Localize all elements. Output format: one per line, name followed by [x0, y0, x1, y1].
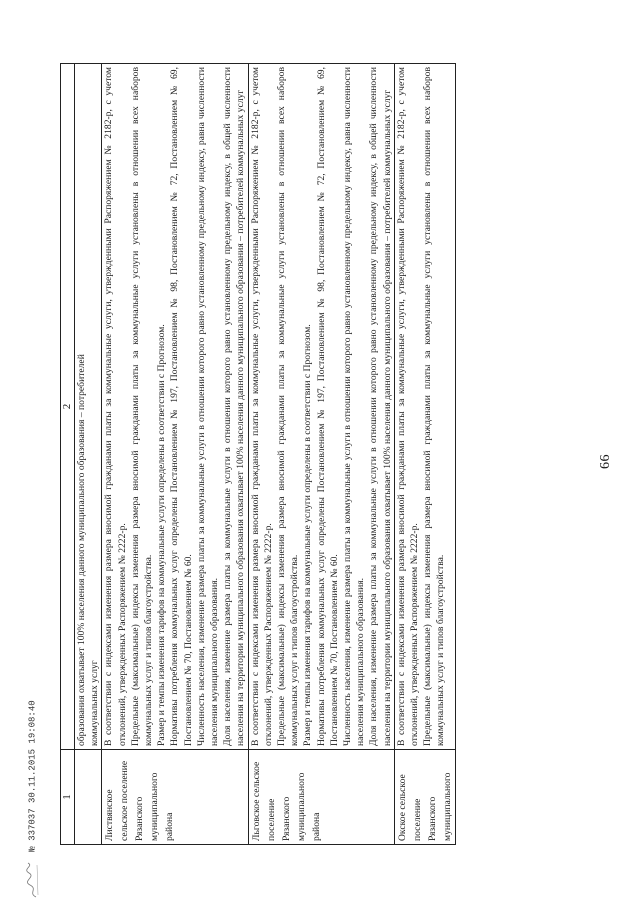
row-name-cell: Окское сельское поселение Рязанского муниципального: [394, 750, 455, 845]
table-header-row: [61, 64, 75, 845]
row-name-cell: Льговское сельское поселение Рязанского муниципального района: [248, 750, 394, 845]
paragraph: В соответствии с индексами изменения размера вносимой гражданами платы за коммунальные услуги, утвержденными Распоряжением № 2182-р, с учетом отклонений, утвержденных Распоряжением № 2222-р.: [395, 67, 421, 746]
paragraph: Размер и темпы изменения тарифов на коммунальные услуги определены в соответствии с Прогнозом.: [156, 324, 168, 746]
paragraph: Нормативы потребления коммунальных услуг определены Постановлением № 197, Постановлением № 98, Постановлением № 72, Постановлением № 69, Постановлением № 70, Постановлением № 60.: [169, 67, 194, 746]
document-table: [60, 63, 456, 845]
table-row: [102, 64, 248, 845]
paragraph: Доля населения, изменение размера платы за коммунальные услуги в отношении которого равно установленному предельному индексу, в общей численности населения на территории муниципального образования охватывает 100% населения данного муниципального образования – потребителей коммунальных услуг: [368, 67, 393, 746]
table-row: [394, 64, 455, 845]
paragraph: Предельные (максимальные) индексы изменения размера вносимой гражданами платы за коммунальные услуги установлены в отношении всех наборов коммунальных услуг и типов благоустройства.: [129, 67, 155, 746]
table-row: [75, 64, 102, 845]
paragraph: Численность населения, изменение размера платы за коммунальные услуги в отношении которого равно установленному предельному индексу, равна численности населения муниципального образования.: [342, 67, 367, 746]
row-text-cell: [248, 64, 394, 750]
header-col-2: 2: [61, 64, 75, 750]
paragraph: В соответствии с индексами изменения размера вносимой гражданами платы за коммунальные услуги, утвержденными Распоряжением № 2182-р, с учетом отклонений, утвержденных Распоряжением № 2222-р.: [249, 67, 274, 746]
paragraph: Размер и темпы изменения тарифов на коммунальные услуги определены в соответствии с Прогнозом.: [302, 324, 314, 746]
paragraph: образования охватывает 100% населения данного муниципального образования – потребителей: [76, 354, 87, 746]
paragraph: Предельные (максимальные) индексы изменения размера вносимой гражданами платы за коммунальные услуги установлены в отношении всех наборов коммунальных услуг и типов благоустройства.: [422, 67, 447, 746]
paragraph: Предельные (максимальные) индексы изменения размера вносимой гражданами платы за коммунальные услуги установлены в отношении всех наборов коммунальных услуг и типов благоустройства.: [276, 67, 301, 746]
paragraph: коммунальных услуг: [89, 660, 101, 746]
row-text-cell: [102, 64, 248, 750]
paragraph: Доля населения, изменение размера платы за коммунальные услуги в отношении которого равно установленному предельному индексу, в общей численности населения на территории муниципального образования охватывает 100% населения данного муниципального образования – потребителей коммунальных услуг: [222, 67, 247, 746]
row-name-cell: [75, 750, 102, 845]
signature-mark-icon: [24, 861, 40, 899]
row-text-cell: [394, 64, 455, 750]
paragraph: В соответствии с индексами изменения размера вносимой гражданами платы за коммунальные услуги, утвержденными Распоряжением № 2182-р, с учетом отклонений, утвержденных Распоряжением № 2222-р.: [103, 67, 128, 746]
registration-stamp: [24, 700, 40, 899]
header-col-1: 1: [61, 750, 75, 845]
page-number: 66: [598, 454, 613, 469]
table-row: [248, 64, 394, 845]
paragraph: Численность населения, изменение размера платы за коммунальные услуги в отношении которого равно установленному предельному индексу, равна численности населения муниципального образования.: [195, 67, 221, 746]
row-text-cell: [75, 64, 102, 750]
stamp-text: № 337037 30.11.2015 19:08:40: [27, 700, 38, 852]
row-name-cell: Листвянское сельское поселение Рязанского муниципального района: [102, 750, 248, 845]
paragraph: Нормативы потребления коммунальных услуг определены Постановлением № 197, Постановлением № 98, Постановлением № 72, Постановлением № 69, Постановлением № 70, Постановлением № 60.: [315, 67, 340, 746]
